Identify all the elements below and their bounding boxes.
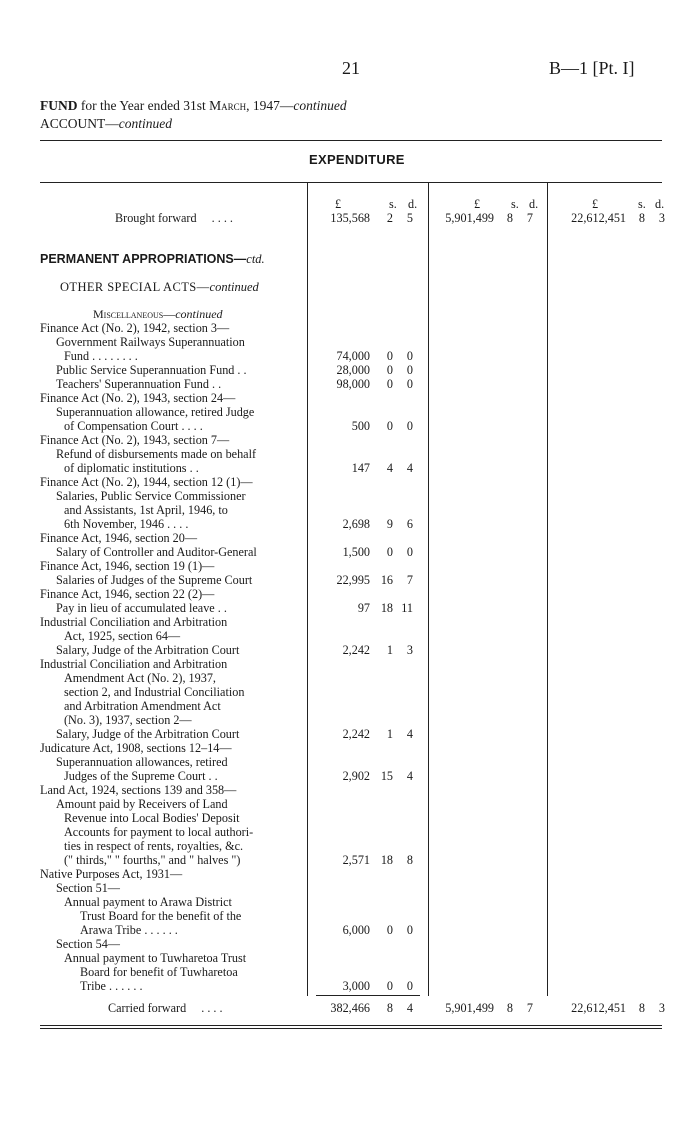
- col3-pence-sign: d.: [655, 197, 665, 211]
- body-line: and Arbitration Amendment Act: [64, 699, 221, 713]
- column-divider-2: [428, 183, 429, 996]
- body-line: Salary, Judge of the Arbitration Court: [56, 643, 240, 657]
- cf-col1-pence: 4: [406, 1001, 413, 1015]
- header-line-1: FUND for the Year ended 31st March, 1947—continued: [40, 98, 347, 113]
- body-line: and Assistants, 1st April, 1946, to: [64, 503, 228, 517]
- account-continued: continued: [118, 116, 173, 131]
- header-rule: [40, 140, 662, 141]
- body-line: Judges of the Supreme Court . .: [64, 769, 218, 783]
- body-line: Salaries, Public Service Commissioner: [56, 489, 246, 503]
- bf-col3-pounds: 22,612,451: [571, 211, 626, 225]
- body-line: (No. 3), 1937, section 2—: [64, 713, 192, 727]
- body-line: Section 54—: [56, 937, 120, 951]
- body-line: Act, 1925, section 64—: [64, 629, 181, 643]
- body-line: Government Railways Superannuation: [56, 335, 245, 349]
- header-year: 1947—: [252, 98, 294, 113]
- cf-col2-pence: 7: [526, 1001, 533, 1015]
- body-line: Finance Act (No. 2), 1943, section 7—: [40, 433, 230, 447]
- body-line: Accounts for payment to local authori-: [64, 825, 254, 839]
- column-divider-3: [547, 183, 548, 996]
- body-line: Annual payment to Arawa District: [64, 895, 232, 909]
- table-top-rule: [40, 182, 662, 183]
- bf-col2-pounds: 5,901,499: [445, 211, 494, 225]
- bf-col1-shillings: 2: [386, 211, 393, 225]
- body-line: Salary of Controller and Auditor-General: [56, 545, 257, 559]
- bf-col3-shillings: 8: [638, 211, 645, 225]
- header-continued: continued: [293, 98, 347, 113]
- carried-forward-label: Carried forward . . . .: [108, 1001, 223, 1015]
- body-line: 6th November, 1946 . . . .: [64, 517, 189, 531]
- body-line: Finance Act (No. 2), 1944, section 12 (1)—: [40, 475, 253, 489]
- bf-col2-pence: 7: [526, 211, 533, 225]
- other-special-acts-heading: OTHER SPECIAL ACTS—continued: [60, 280, 259, 294]
- cf-col2-shillings: 8: [506, 1001, 513, 1015]
- body-line: Tribe . . . . . .: [80, 979, 143, 993]
- body-line: Annual payment to Tuwharetoa Trust: [64, 951, 247, 965]
- body-line: of Compensation Court . . . .: [64, 419, 203, 433]
- bf-col2-shillings: 8: [506, 211, 513, 225]
- body-line: (" thirds," " fourths," and " halves "): [64, 853, 241, 867]
- col3-shillings-sign: s.: [638, 197, 646, 211]
- fund-word: FUND: [40, 98, 78, 113]
- subtotal-rule: [316, 995, 420, 996]
- body-line: Amendment Act (No. 2), 1937,: [64, 671, 216, 685]
- col1-pence-sign: d.: [408, 197, 418, 211]
- body-line: Finance Act (No. 2), 1942, section 3—: [40, 321, 230, 335]
- permanent-appropriations-heading: PERMANENT APPROPRIATIONS—ctd.: [40, 252, 265, 266]
- page-number: 21: [342, 58, 360, 78]
- cf-col1-pounds: 382,466: [330, 1001, 370, 1015]
- body-line: Refund of disbursements made on behalf: [56, 447, 257, 461]
- body-line: section 2, and Industrial Conciliation: [64, 685, 245, 699]
- body-line: Pay in lieu of accumulated leave . .: [56, 601, 227, 615]
- header-line-2: [40, 116, 172, 132]
- body-line: Revenue into Local Bodies' Deposit: [64, 811, 240, 825]
- col2-pound-sign: £: [474, 197, 481, 211]
- column-divider-1: [307, 183, 308, 996]
- table-bottom-rule: [40, 1025, 662, 1026]
- body-line: Industrial Conciliation and Arbitration: [40, 615, 228, 629]
- body-line: Industrial Conciliation and Arbitration: [40, 657, 228, 671]
- body-line: Salary, Judge of the Arbitration Court: [56, 727, 240, 741]
- body-line: Finance Act, 1946, section 22 (2)—: [40, 587, 215, 601]
- body-line: Superannuation allowance, retired Judge: [56, 405, 255, 419]
- body-line: Trust Board for the benefit of the: [80, 909, 242, 923]
- body-line: Board for benefit of Tuwharetoa: [80, 965, 238, 979]
- body-line: Public Service Superannuation Fund . .: [56, 363, 247, 377]
- col2-shillings-sign: s.: [511, 197, 519, 211]
- body-line: of diplomatic institutions . .: [64, 461, 199, 475]
- body-line: Superannuation allowances, retired: [56, 755, 228, 769]
- table-bottom-rule-2: [40, 1028, 662, 1029]
- col3-pound-sign: £: [592, 197, 599, 211]
- body-line: Judicature Act, 1908, sections 12–14—: [40, 741, 232, 755]
- cf-col3-pounds: 22,612,451: [571, 1001, 626, 1015]
- bf-col1-pounds: 135,568: [330, 211, 370, 225]
- body-line: ties in respect of rents, royalties, &c.: [64, 839, 244, 853]
- body-line: Land Act, 1924, sections 139 and 358—: [40, 783, 237, 797]
- body-line: Amount paid by Receivers of Land: [56, 797, 228, 811]
- document-reference: B—1 [Pt. I]: [549, 58, 635, 78]
- body-line: Finance Act, 1946, section 19 (1)—: [40, 559, 215, 573]
- body-line: Native Purposes Act, 1931—: [40, 867, 183, 881]
- body-line: Arawa Tribe . . . . . .: [80, 923, 178, 937]
- cf-col1-shillings: 8: [386, 1001, 393, 1015]
- body-line: Salaries of Judges of the Supreme Court: [56, 573, 253, 587]
- account-label: ACCOUNT—: [40, 116, 119, 131]
- bf-col3-pence: 3: [658, 211, 665, 225]
- body-line: Finance Act, 1946, section 20—: [40, 531, 198, 545]
- header-year-text: for the Year ended 31st: [80, 98, 206, 113]
- col2-pence-sign: d.: [529, 197, 539, 211]
- body-line: Finance Act (No. 2), 1943, section 24—: [40, 391, 236, 405]
- brought-forward-label: Brought forward . . . .: [115, 211, 233, 225]
- cf-col2-pounds: 5,901,499: [445, 1001, 494, 1015]
- cf-col3-shillings: 8: [638, 1001, 645, 1015]
- miscellaneous-heading: Miscellaneous—continued: [93, 307, 223, 321]
- body-line: Fund . . . . . . . .: [64, 349, 138, 363]
- body-line: Section 51—: [56, 881, 120, 895]
- col1-pound-sign: £: [335, 197, 342, 211]
- body-line: Teachers' Superannuation Fund . .: [56, 377, 222, 391]
- bf-col1-pence: 5: [406, 211, 413, 225]
- header-month: March: [209, 98, 247, 113]
- col1-shillings-sign: s.: [389, 197, 397, 211]
- section-title: EXPENDITURE: [309, 152, 405, 167]
- cf-col3-pence: 3: [658, 1001, 665, 1015]
